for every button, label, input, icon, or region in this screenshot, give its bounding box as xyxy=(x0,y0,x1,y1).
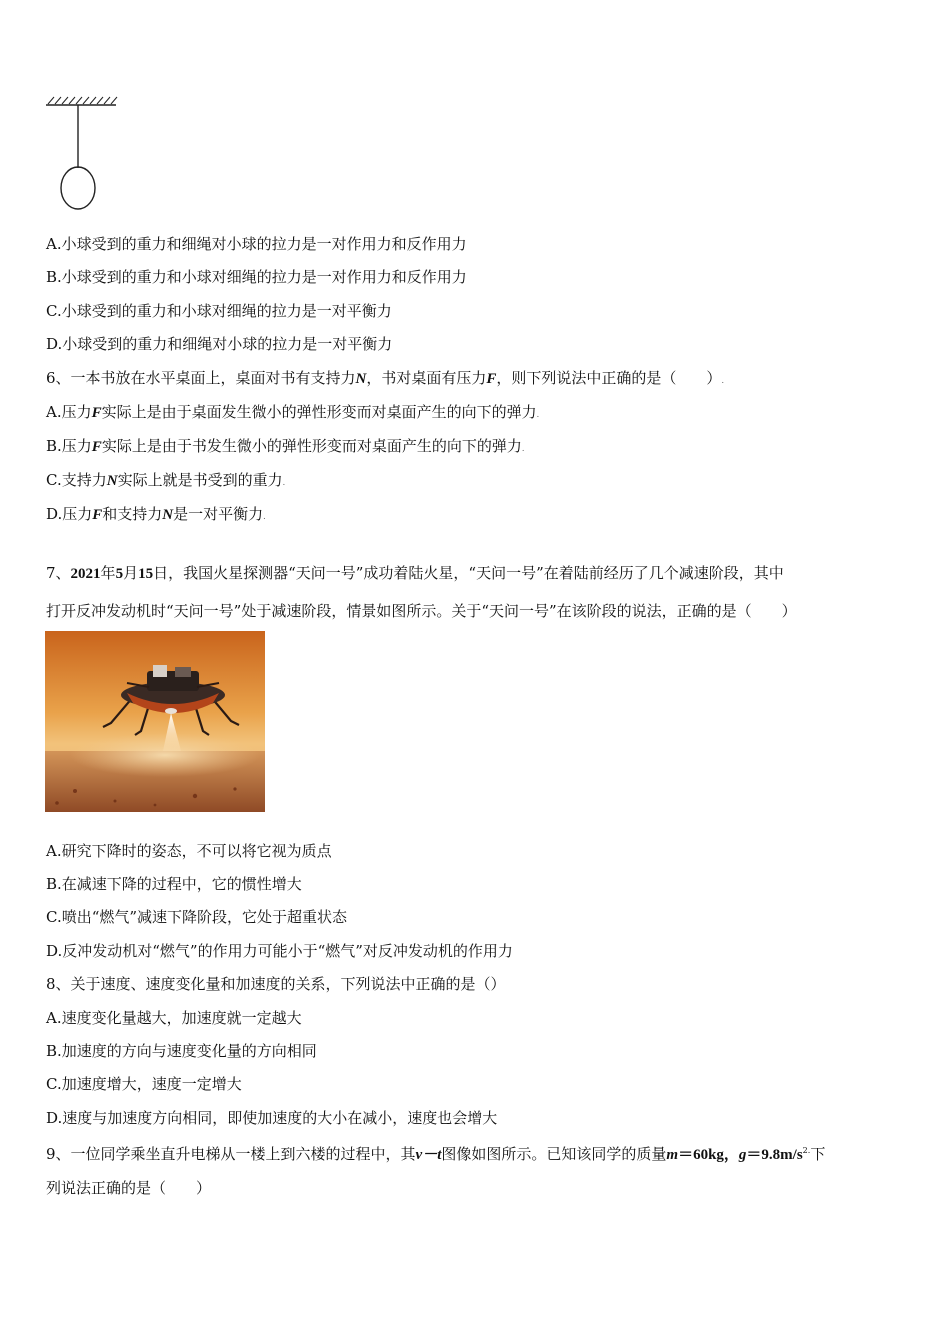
q5-option-a: A.小球受到的重力和细绳对小球的拉力是一对作用力和反作用力 xyxy=(46,235,467,253)
q9-stem-line2: 列说法正确的是（ ） xyxy=(46,1179,212,1197)
q8-option-d: D.速度与加速度方向相同，即使加速度的大小在减小，速度也会增大 xyxy=(46,1109,498,1127)
mars-lander-image xyxy=(45,631,265,812)
q7-stem-line1: 7、2021年5月15日，我国火星探测器“天问一号”成功着陆火星，“天问一号”在着陆前经历了几个减速阶段，其中 xyxy=(46,564,784,582)
q9-stem-line1: 9、一位同学乘坐直升电梯从一楼上到六楼的过程中，其v－t图像如图所示。已知该同学的质量m＝60kg，$g=9.8m/s^{2.}$下 xyxy=(46,1145,826,1163)
q6-option-b: B.压力F实际上是由于书发生微小的弹性形变而对桌面产生的向下的弹力. xyxy=(46,437,525,455)
var-n: N xyxy=(355,371,367,387)
q8-stem: 8、关于速度、速度变化量和加速度的关系，下列说法中正确的是（） xyxy=(46,975,506,993)
q6-option-a: A.压力F实际上是由于桌面发生微小的弹性形变而对桌面产生的向下的弹力. xyxy=(46,403,540,421)
q8-option-a: A.速度变化量越大，加速度就一定越大 xyxy=(46,1009,302,1027)
q7-option-d: D.反冲发动机对“燃气”的作用力可能小于“燃气”对反冲发动机的作用力 xyxy=(46,942,513,960)
var-f: F xyxy=(486,371,497,387)
q7-option-b: B.在减速下降的过程中，它的惯性增大 xyxy=(46,875,302,893)
q8-option-b: B.加速度的方向与速度变化量的方向相同 xyxy=(46,1042,317,1060)
q7-stem-line2: 打开反冲发动机时“天问一号”处于减速阶段，情景如图所示。关于“天问一号”在该阶段的说法，正确的是（ ） xyxy=(46,602,797,620)
pendulum-figure xyxy=(40,92,122,217)
q5-option-b: B.小球受到的重力和小球对细绳的拉力是一对作用力和反作用力 xyxy=(46,268,467,286)
q5-option-d: D.小球受到的重力和细绳对小球的拉力是一对平衡力 xyxy=(46,335,393,353)
mark-dot: . xyxy=(721,376,724,385)
q8-option-c: C.加速度增大，速度一定增大 xyxy=(46,1075,242,1093)
q5-option-c: C.小球受到的重力和小球对细绳的拉力是一对平衡力 xyxy=(46,302,392,320)
q6-stem: 6、一本书放在水平桌面上，桌面对书有支持力N，书对桌面有压力F，则下列说法中正确的是（ ）. xyxy=(46,369,724,387)
q7-option-a: A.研究下降时的姿态，不可以将它视为质点 xyxy=(46,842,332,860)
q6-option-d: D.压力F和支持力N是一对平衡力. xyxy=(46,505,266,523)
q7-option-c: C.喷出“燃气”减速下降阶段，它处于超重状态 xyxy=(46,908,348,926)
q6-option-c: C.支持力N实际上就是书受到的重力. xyxy=(46,471,286,489)
